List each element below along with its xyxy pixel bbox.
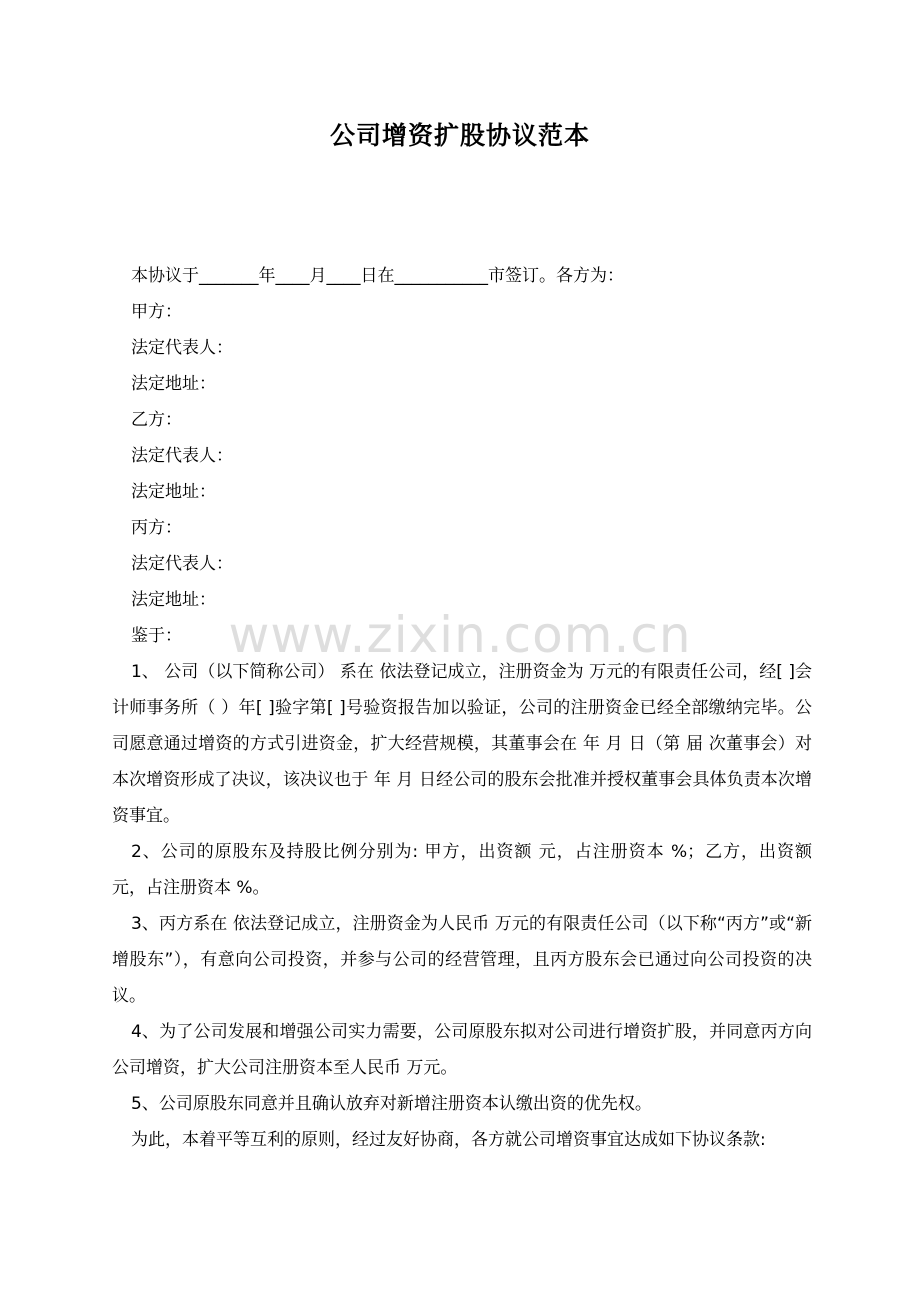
clause-2: 2、公司的原股东及持股比例分别为: 甲方，出资额 元，占注册资本 %；乙方，出资额 元，占注册资本 %。 (112, 842, 812, 898)
intro-line: 本协议于_______年____月____日在___________市签订。各方为： (131, 266, 624, 286)
party-b-label: 乙方： (131, 410, 182, 430)
party-c-label: 丙方： (131, 518, 182, 538)
whereas-label: 鉴于： (131, 626, 182, 646)
party-b-address: 法定地址： (131, 482, 216, 502)
party-b-representative: 法定代表人： (131, 446, 233, 466)
clause-4: 4、为了公司发展和增强公司实力需要，公司原股东拟对公司进行增资扩股，并同意丙方向公司增资，扩大公司注册资本至人民币 万元。 (112, 1022, 812, 1078)
watermark-text: www.zixin.com.cn (228, 606, 692, 664)
party-c-address: 法定地址： (131, 590, 216, 610)
clause-1: 1、 公司（以下简称公司） 系在 依法登记成立，注册资金为 万元的有限责任公司，经[ ]会计师事务所（ ）年[ ]验字第[ ]号验资报告加以验证，公司的注册资金已经全部缴纳完毕。公司愿意通过增资的方式引进资金，扩大经营规模，其董事会在 年 月 日（第 届 次董事会）对本次增资形成了决议，该决议也于 年 月 日经公司的股东会批准并授权董事会具体负责本次增资事宜。 (112, 662, 812, 826)
party-a-representative: 法定代表人： (131, 338, 233, 358)
document-body (112, 258, 812, 1158)
clause-3: 3、丙方系在 依法登记成立，注册资金为人民币 万元的有限责任公司（以下称“丙方”或“新增股东”），有意向公司投资，并参与公司的经营管理，且丙方股东会已通过向公司投资的决议。 (112, 914, 812, 1006)
closing-paragraph: 为此，本着平等互利的原则，经过友好协商，各方就公司增资事宜达成如下协议条款: (131, 1130, 766, 1150)
party-a-label: 甲方： (131, 302, 182, 322)
clause-5: 5、公司原股东同意并且确认放弃对新增注册资本认缴出资的优先权。 (131, 1094, 652, 1114)
party-c-representative: 法定代表人： (131, 554, 233, 574)
party-a-address: 法定地址： (131, 374, 216, 394)
document-title: 公司增资扩股协议范本 (329, 121, 590, 150)
